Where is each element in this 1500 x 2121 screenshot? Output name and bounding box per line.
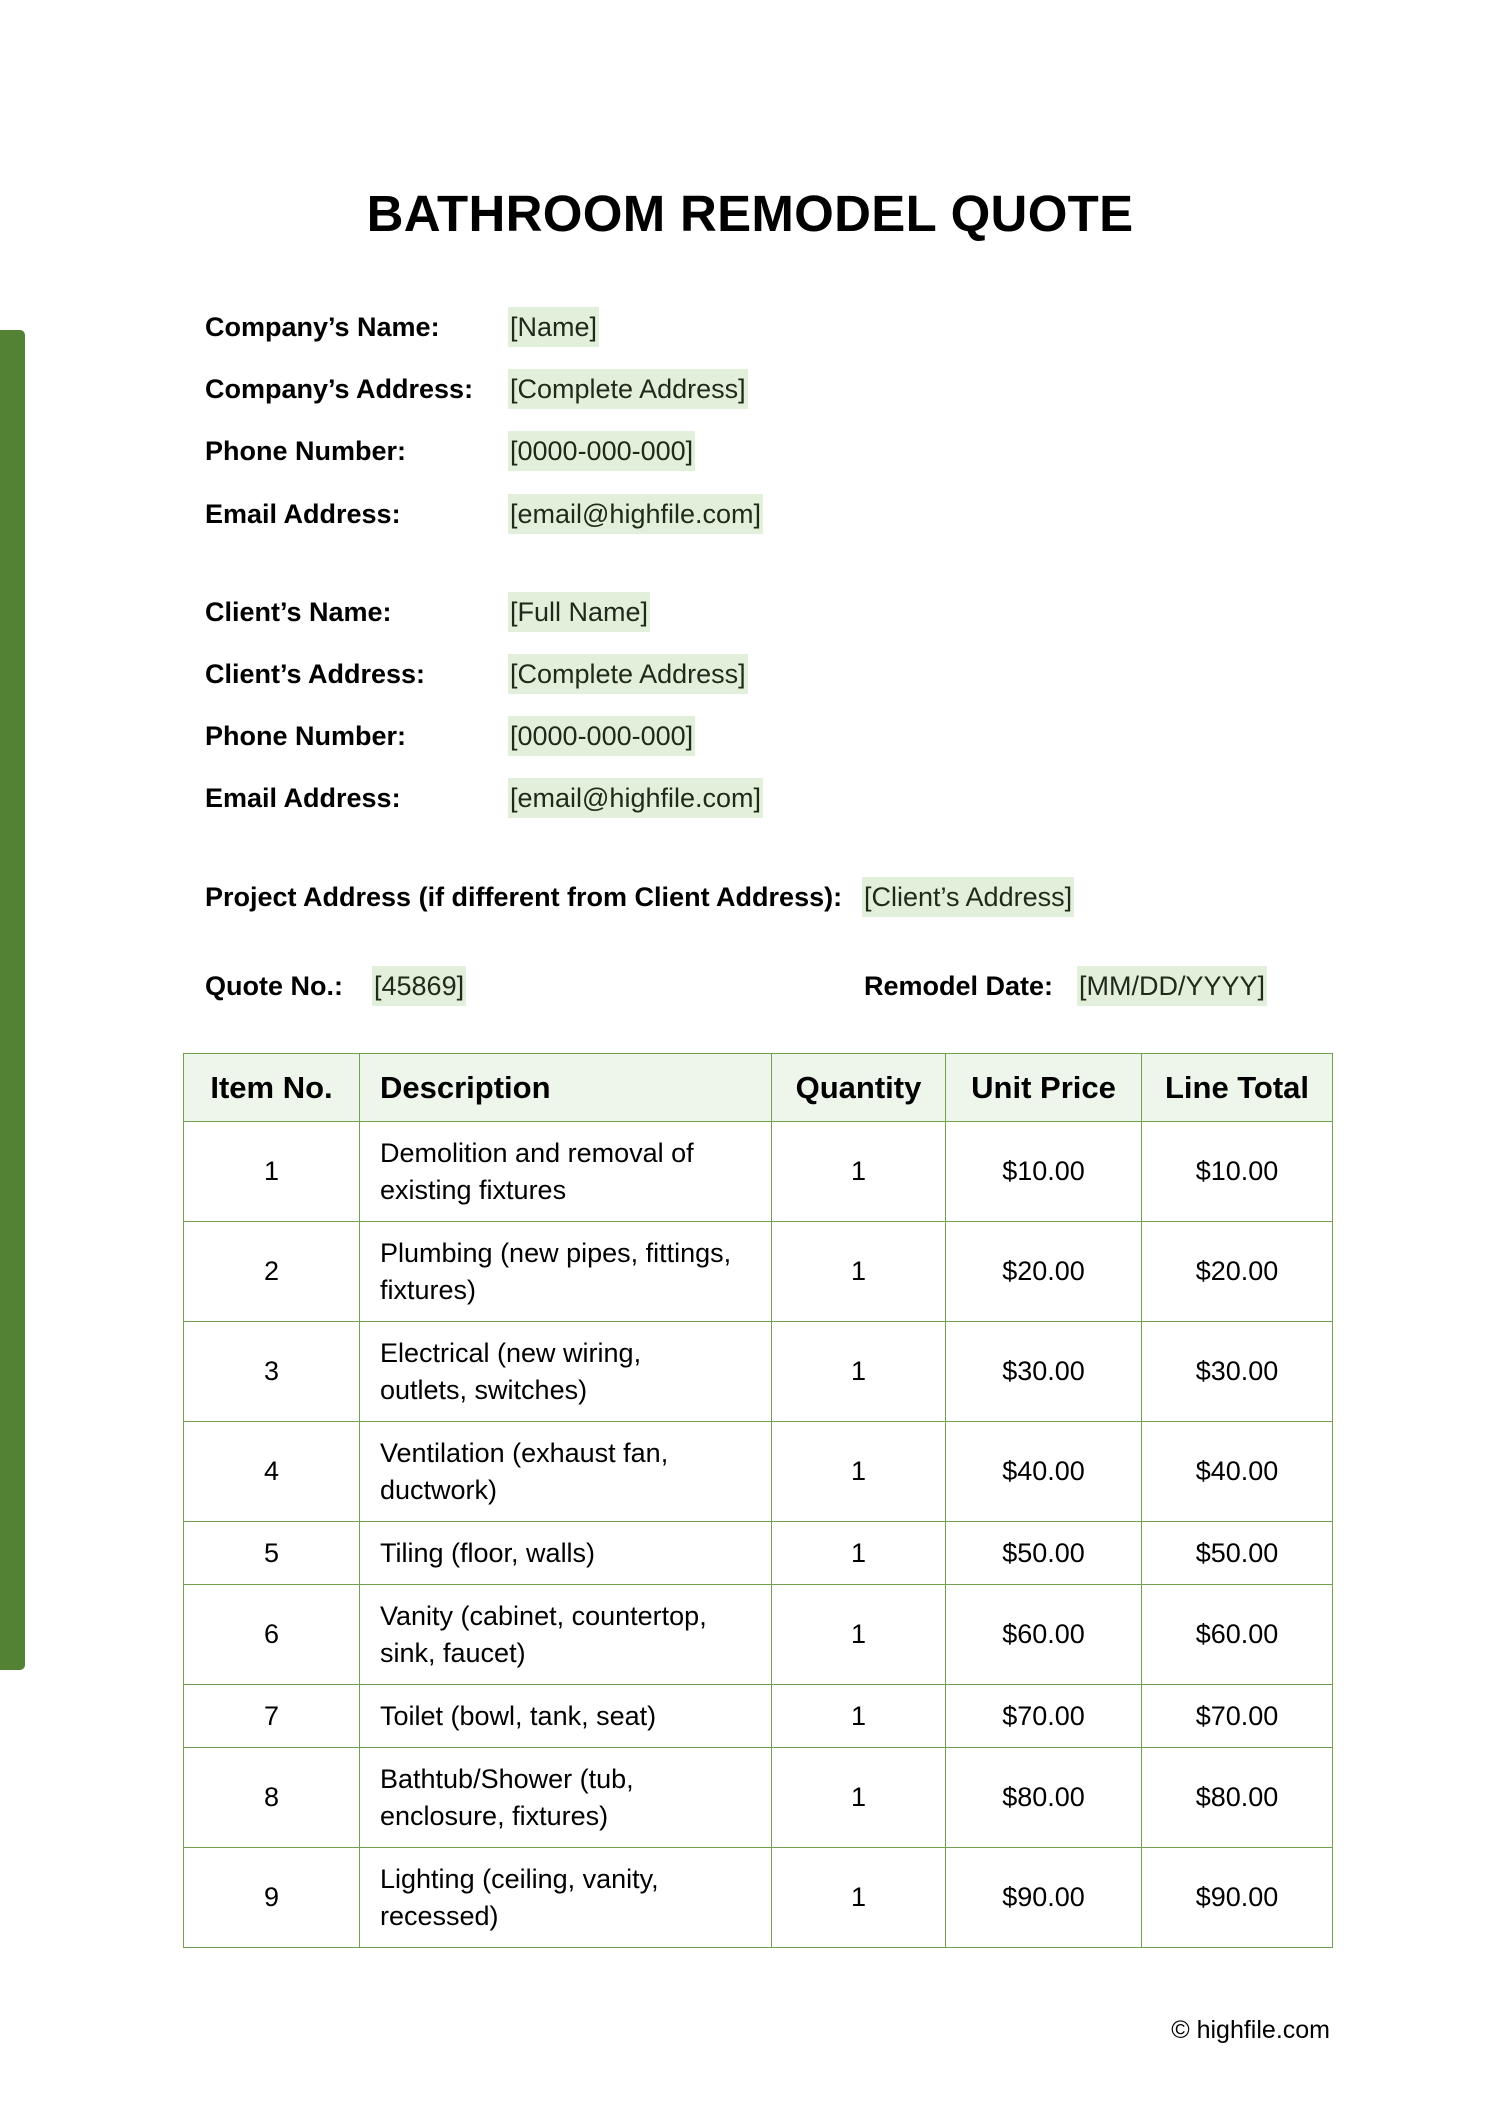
quantity-cell[interactable]: 1 [772, 1422, 946, 1522]
description-line: sink, faucet) [380, 1637, 526, 1668]
description-cell[interactable] [360, 1848, 772, 1948]
table-row [184, 1322, 1333, 1422]
description-line: recessed) [380, 1900, 499, 1931]
item-number-cell: 8 [184, 1748, 360, 1848]
remodel-date-field[interactable]: [MM/DD/YYYY] [1077, 966, 1267, 1006]
client-phone-label: Phone Number: [205, 721, 407, 751]
company-email-field[interactable]: [email@highfile.com] [508, 494, 763, 534]
description-cell[interactable] [360, 1322, 772, 1422]
line-total-cell: $80.00 [1142, 1748, 1333, 1848]
page-title: BATHROOM REMODEL QUOTE [366, 185, 1134, 242]
item-number-cell: 1 [184, 1122, 360, 1222]
description-cell[interactable]: Tiling (floor, walls) [360, 1522, 772, 1585]
description-line: fixtures) [380, 1274, 477, 1305]
client-phone-field[interactable]: [0000-000-000] [508, 716, 695, 756]
header-description: Description [360, 1054, 772, 1122]
description-line: Demolition and removal of [380, 1137, 694, 1168]
header-item-no: Item No. [184, 1054, 360, 1122]
table-row [184, 1422, 1333, 1522]
description-line: existing fixtures [380, 1174, 567, 1205]
unit-price-cell[interactable]: $30.00 [946, 1322, 1142, 1422]
table-row [184, 1585, 1333, 1685]
item-number-cell: 9 [184, 1848, 360, 1948]
unit-price-cell[interactable]: $60.00 [946, 1585, 1142, 1685]
table-row [184, 1848, 1333, 1948]
quote-number-label: Quote No.: [205, 971, 343, 1001]
item-number-cell: 2 [184, 1222, 360, 1322]
quantity-cell[interactable]: 1 [772, 1748, 946, 1848]
description-line: Vanity (cabinet, countertop, [380, 1600, 707, 1631]
unit-price-cell[interactable]: $90.00 [946, 1848, 1142, 1948]
description-cell[interactable] [360, 1585, 772, 1685]
unit-price-cell[interactable]: $80.00 [946, 1748, 1142, 1848]
line-total-cell: $10.00 [1142, 1122, 1333, 1222]
description-cell[interactable] [360, 1748, 772, 1848]
description-line: enclosure, fixtures) [380, 1800, 609, 1831]
line-total-cell: $90.00 [1142, 1848, 1333, 1948]
unit-price-cell[interactable]: $50.00 [946, 1522, 1142, 1585]
line-total-cell: $40.00 [1142, 1422, 1333, 1522]
quantity-cell[interactable]: 1 [772, 1848, 946, 1948]
client-email-field[interactable]: [email@highfile.com] [508, 778, 763, 818]
item-number-cell: 5 [184, 1522, 360, 1585]
remodel-date-label: Remodel Date: [864, 971, 1054, 1001]
quote-number-field[interactable]: [45869] [372, 966, 466, 1006]
description-cell[interactable] [360, 1422, 772, 1522]
quantity-cell[interactable]: 1 [772, 1585, 946, 1685]
line-total-cell: $30.00 [1142, 1322, 1333, 1422]
item-number-cell: 3 [184, 1322, 360, 1422]
client-address-field[interactable]: [Complete Address] [508, 654, 748, 694]
item-number-cell: 6 [184, 1585, 360, 1685]
description-cell[interactable] [360, 1222, 772, 1322]
unit-price-cell[interactable]: $40.00 [946, 1422, 1142, 1522]
quantity-cell[interactable]: 1 [772, 1222, 946, 1322]
unit-price-cell[interactable]: $70.00 [946, 1685, 1142, 1748]
unit-price-cell[interactable]: $10.00 [946, 1122, 1142, 1222]
company-phone-label: Phone Number: [205, 436, 407, 466]
company-phone-field[interactable]: [0000-000-000] [508, 431, 695, 471]
table-row [184, 1685, 1333, 1748]
quantity-cell[interactable]: 1 [772, 1685, 946, 1748]
company-name-label: Company’s Name: [205, 312, 440, 342]
description-line: Electrical (new wiring, [380, 1337, 642, 1368]
client-email-label: Email Address: [205, 783, 401, 813]
company-address-field[interactable]: [Complete Address] [508, 369, 748, 409]
description-cell[interactable] [360, 1122, 772, 1222]
item-number-cell: 4 [184, 1422, 360, 1522]
client-name-label: Client’s Name: [205, 597, 392, 627]
company-address-label: Company’s Address: [205, 374, 474, 404]
header-quantity: Quantity [772, 1054, 946, 1122]
side-accent-bar [0, 330, 25, 1670]
description-line: Plumbing (new pipes, fittings, [380, 1237, 732, 1268]
item-number-cell: 7 [184, 1685, 360, 1748]
table-header-row [184, 1054, 1333, 1122]
header-line-total: Line Total [1142, 1054, 1333, 1122]
copyright-footer: © highfile.com [1171, 2016, 1330, 2044]
client-address-label: Client’s Address: [205, 659, 426, 689]
table-row [184, 1222, 1333, 1322]
quantity-cell[interactable]: 1 [772, 1322, 946, 1422]
company-name-field[interactable]: [Name] [508, 307, 599, 347]
company-email-label: Email Address: [205, 499, 401, 529]
table-row [184, 1522, 1333, 1585]
line-total-cell: $20.00 [1142, 1222, 1333, 1322]
description-line: ductwork) [380, 1474, 498, 1505]
description-cell[interactable]: Toilet (bowl, tank, seat) [360, 1685, 772, 1748]
quantity-cell[interactable]: 1 [772, 1122, 946, 1222]
description-line: outlets, switches) [380, 1374, 588, 1405]
project-address-label: Project Address (if different from Client Address): [205, 882, 843, 912]
description-line: Bathtub/Shower (tub, [380, 1763, 634, 1794]
description-line: Ventilation (exhaust fan, [380, 1437, 669, 1468]
description-line: Lighting (ceiling, vanity, [380, 1863, 659, 1894]
client-name-field[interactable]: [Full Name] [508, 592, 650, 632]
table-row [184, 1748, 1333, 1848]
unit-price-cell[interactable]: $20.00 [946, 1222, 1142, 1322]
line-total-cell: $70.00 [1142, 1685, 1333, 1748]
line-items-table [183, 1053, 1333, 1948]
project-address-field[interactable]: [Client’s Address] [862, 877, 1074, 917]
table-row [184, 1122, 1333, 1222]
header-unit-price: Unit Price [946, 1054, 1142, 1122]
line-total-cell: $60.00 [1142, 1585, 1333, 1685]
quantity-cell[interactable]: 1 [772, 1522, 946, 1585]
line-total-cell: $50.00 [1142, 1522, 1333, 1585]
